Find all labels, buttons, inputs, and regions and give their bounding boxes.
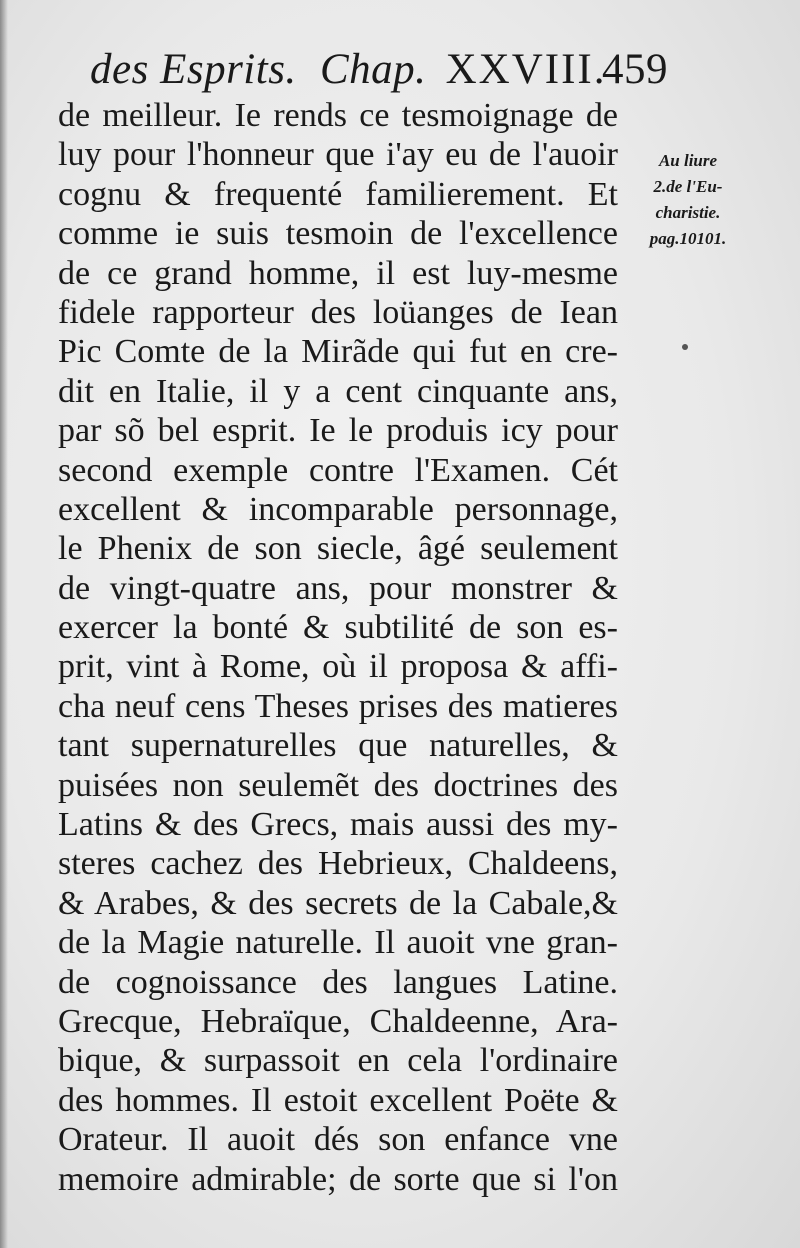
chapter-label: Chap. — [319, 46, 427, 93]
text-line: steres cachez des Hebrieux, Chaldeens, — [58, 845, 618, 883]
text-line: Grecque, Hebraïque, Chaldeenne, Ara- — [58, 1002, 618, 1040]
text-line: Orateur. Il auoit dés son enfance vne — [58, 1121, 618, 1159]
text-line: prit, vint à Rome, où il proposa & affi- — [58, 648, 618, 686]
text-line: tant supernaturelles que naturelles, & — [58, 727, 618, 765]
chapter-number: XXVIII. — [445, 46, 607, 93]
text-line: des hommes. Il estoit excellent Poëte & — [58, 1081, 618, 1119]
text-line: exercer la bonté & subtilité de son es- — [58, 609, 618, 647]
ink-speck — [682, 344, 688, 350]
text-line: Pic Comte de la Mirãde qui fut en cre- — [58, 333, 618, 371]
gutter-shadow — [0, 0, 8, 1248]
page-header — [90, 40, 668, 100]
marginal-note — [628, 148, 748, 252]
text-line: dit en Italie, il y a cent cinquante ans, — [58, 372, 618, 410]
text-line: de la Magie naturelle. Il auoit vne gran- — [58, 924, 618, 962]
text-line: comme ie suis tesmoin de l'excellence — [58, 215, 618, 253]
running-title: des Esprits. — [90, 46, 297, 93]
marginal-line: Au liure — [658, 151, 718, 170]
text-line: par sõ bel esprit. Ie le produis icy pour — [58, 412, 618, 450]
text-line: puisées non seulemẽt des doctrines des — [58, 766, 618, 804]
text-line: bique, & surpassoit en cela l'ordinaire — [58, 1042, 618, 1080]
page-number: 459 — [602, 46, 668, 93]
marginal-line: pag.10101. — [649, 229, 727, 248]
text-line: le Phenix de son siecle, âgé seulement — [58, 530, 618, 568]
marginal-line: 2.de l'Eu- — [653, 177, 723, 196]
text-line: cognu & frequenté familierement. Et — [58, 175, 618, 213]
text-line: excellent & incomparable personnage, — [58, 490, 618, 528]
marginal-line: charistie. — [655, 203, 721, 222]
text-line: Latins & des Grecs, mais aussi des my- — [58, 806, 618, 844]
text-line: de vingt-quatre ans, pour monstrer & — [58, 569, 618, 607]
text-line: cha neuf cens Theses prises des matieres — [58, 687, 618, 725]
text-line: memoire admirable; de sorte que si l'on — [58, 1160, 618, 1198]
text-line: fidele rapporteur des loüanges de Iean — [58, 293, 618, 331]
text-line: de meilleur. Ie rends ce tesmoignage de — [58, 97, 618, 134]
text-line: & Arabes, & des secrets de la Cabale,& — [58, 884, 618, 922]
text-line: second exemple contre l'Examen. Cét — [58, 451, 618, 489]
text-line: de ce grand homme, il est luy-mesme — [58, 254, 618, 292]
text-line: de cognoissance des langues Latine. — [58, 963, 618, 1001]
body-text — [58, 96, 618, 1199]
text-line: luy pour l'honneur que i'ay eu de l'auoir — [58, 136, 618, 174]
